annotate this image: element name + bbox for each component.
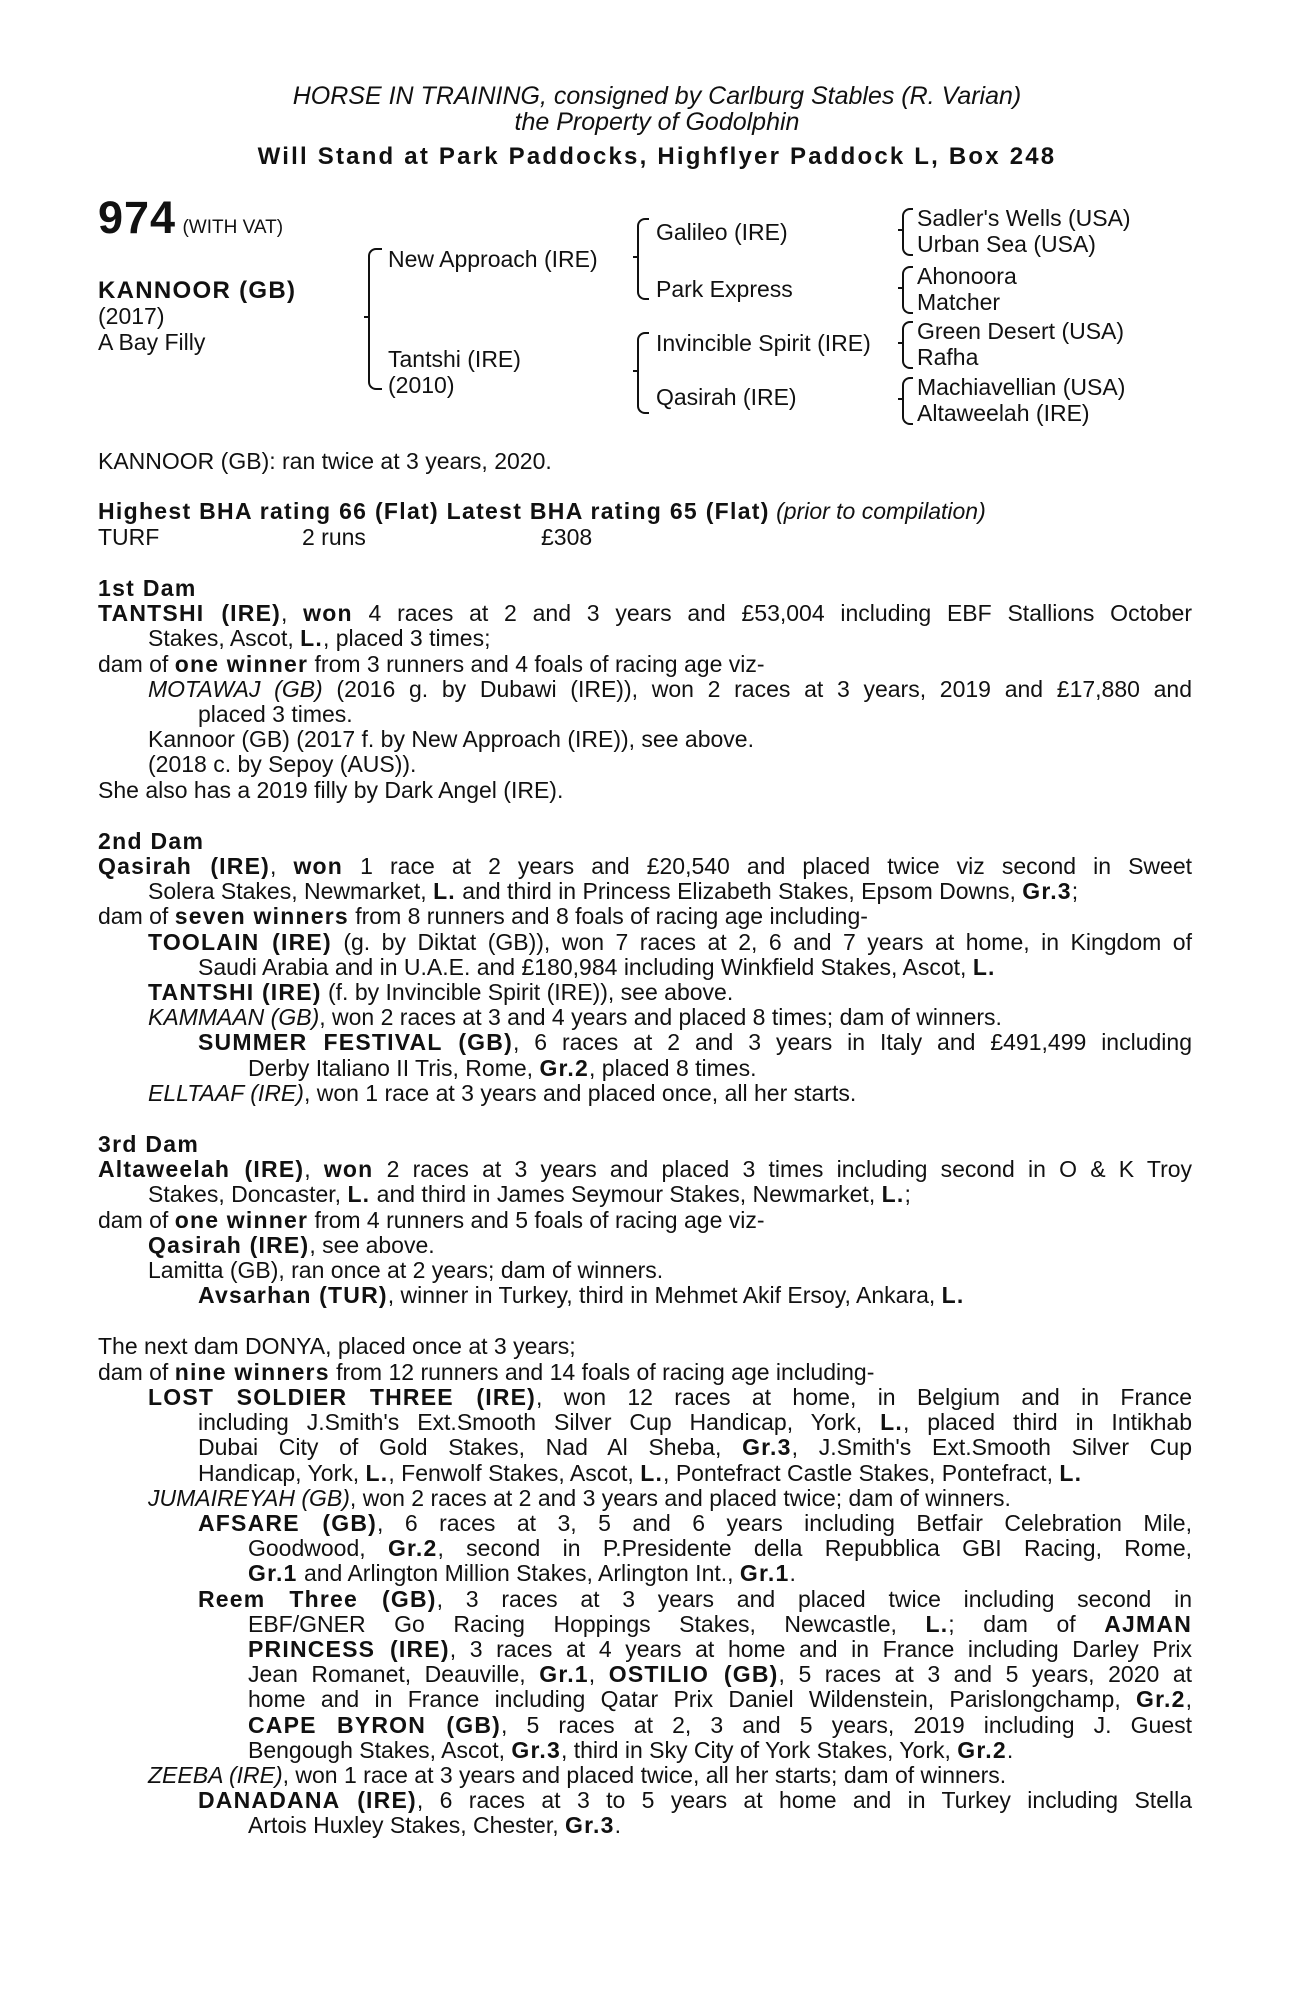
dam1-line: dam of one winner from 3 runners and 4 foals of racing age viz- [98,650,765,677]
dam4-line: DANADANA (IRE), 6 races at 3 to 5 years at home and in Turkey including Stella [198,1787,1192,1814]
dam4-line: JUMAIREYAH (GB), won 2 races at 2 and 3 years and placed twice; dam of winners. [148,1484,1011,1511]
horse-desc: A Bay Filly [98,329,206,355]
dam2-heading: 2nd Dam [98,827,205,854]
lot-number-block [98,192,284,243]
dam2-name: Qasirah (IRE) [98,853,270,880]
dam3-line: dam of one winner from 4 runners and 5 foals of racing age viz- [98,1206,765,1233]
dam4-line: ZEEBA (IRE), won 1 race at 3 years and placed twice, all her starts; dam of winners. [148,1761,1007,1788]
ggdam-4: Altaweelah (IRE) [917,400,1090,426]
dam4-line: The next dam DONYA, placed once at 3 years; [98,1333,576,1360]
dam1-line: (2018 c. by Sepoy (AUS)). [148,751,417,778]
dam3-name: Altaweelah (IRE) [98,1156,305,1183]
bracket-dam [637,332,649,414]
dam-year: (2010) [388,372,455,398]
dam2-line: Saudi Arabia and in U.A.E. and £180,984 including Winkfield Stakes, Ascot, L. [198,953,996,980]
horse-year: (2017) [98,303,165,329]
sire-name: New Approach (IRE) [388,246,598,272]
dam4-line: Gr.1 and Arlington Million Stakes, Arlington Int., Gr.1. [248,1560,796,1587]
rating-text: Highest BHA rating 66 (Flat) Latest BHA rating 65 (Flat) [98,498,770,524]
race-summary: KANNOOR (GB): ran twice at 3 years, 2020. [98,448,552,474]
turf-runs: 2 runs [302,524,366,550]
dam1-line: She also has a 2019 filly by Dark Angel (IRE). [98,776,564,803]
dam2-line: dam of seven winners from 8 runners and 8 foals of racing age including- [98,903,868,930]
dam1-line: Kannoor (GB) (2017 f. by New Approach (IRE)), see above. [148,726,754,753]
header-line-1: HORSE IN TRAINING, consigned by Carlburg Stables (R. Varian) [292,82,1022,110]
dam1-line: TANTSHI (IRE), won 4 races at 2 and 3 years and £53,004 including EBF Stallions October [98,600,1192,627]
dam1-line: MOTAWAJ (GB) (2016 g. by Dubawi (IRE)), won 2 races at 3 years, 2019 and £17,880 and [148,675,1193,702]
dam1-name: TANTSHI (IRE) [98,600,281,627]
granddam-2: Qasirah (IRE) [656,384,797,410]
ggsire-2: Ahonoora [917,263,1017,289]
dam4-line: Dubai City of Gold Stakes, Nad Al Sheba, Gr.3, J.Smith's Ext.Smooth Silver Cup [198,1434,1192,1461]
dam3-line: Stakes, Doncaster, L. and third in James Seymour Stakes, Newmarket, L.; [148,1181,911,1208]
dam4-line: Reem Three (GB), 3 races at 3 years and placed twice including second in [198,1585,1193,1612]
dam-history [98,576,1192,1839]
dam2-line: TANTSHI (IRE) (f. by Invincible Spirit (IRE)), see above. [148,979,734,1006]
header-line-2: the Property of Godolphin [514,108,800,136]
dam4-line: including J.Smith's Ext.Smooth Silver Cup Handicap, York, L., placed third in Intikhab [198,1409,1192,1436]
dam4-line: Goodwood, Gr.2, second in P.Presidente della Repubblica GBI Racing, Rome, [248,1535,1193,1562]
ggdam-3: Rafha [917,344,979,370]
ggdam-1: Urban Sea (USA) [917,231,1096,257]
ggsire-4: Machiavellian (USA) [917,374,1126,400]
horse-name: KANNOOR (GB) [98,277,297,304]
dam2-line: TOOLAIN (IRE) (g. by Diktat (GB)), won 7 races at 2, 6 and 7 years at home, in Kingdom of [148,928,1192,955]
dam3-line: Avsarhan (TUR), winner in Turkey, third in Mehmet Akif Ersoy, Ankara, L. [198,1282,965,1309]
dam2-line: Qasirah (IRE), won 1 race at 2 years and £20,540 and placed twice viz second in Sweet [98,853,1192,880]
lot-number: 974 [98,192,177,243]
dam2-line: KAMMAAN (GB), won 2 races at 3 and 4 years and placed 8 times; dam of winners. [148,1004,1002,1031]
dam4-line: Handicap, York, L., Fenwolf Stakes, Ascot, L., Pontefract Castle Stakes, Pontefract, L. [198,1459,1083,1486]
dam3-line: Altaweelah (IRE), won 2 races at 3 years and placed 3 times including second in O & K Troy [98,1156,1193,1183]
dam4-line: Bengough Stakes, Ascot, Gr.3, third in Sky City of York Stakes, York, Gr.2. [248,1736,1014,1763]
bracket-sire [637,218,649,300]
dam1-heading: 1st Dam [98,575,197,601]
dam2-line: Derby Italiano II Tris, Rome, Gr.2, placed 8 times. [248,1054,757,1081]
ggdam-2: Matcher [917,289,1001,315]
dam4-line: EBF/GNER Go Racing Hoppings Stakes, Newcastle, L.; dam of AJMAN [248,1610,1193,1637]
dam4-line: PRINCESS (IRE), 3 races at 4 years at home and in France including Darley Prix [248,1635,1192,1662]
rating-line [98,499,986,524]
dam4-line: Artois Huxley Stakes, Chester, Gr.3. [248,1812,621,1839]
dam3-line: Lamitta (GB), ran once at 2 years; dam of winners. [148,1257,664,1284]
bracket-gen1 [368,248,382,390]
dam1-line: Stakes, Ascot, L., placed 3 times; [148,625,491,652]
grandsire-1: Galileo (IRE) [656,219,788,245]
turf-earnings: £308 [541,524,593,550]
dam4-line: LOST SOLDIER THREE (IRE), won 12 races at home, in Belgium and in France [148,1383,1192,1410]
vat-label: (WITH VAT) [182,217,284,238]
ggsire-1: Sadler's Wells (USA) [917,205,1131,231]
ggsire-3: Green Desert (USA) [917,318,1125,344]
dam4-line: dam of nine winners from 12 runners and 14 foals of racing age including- [98,1358,875,1385]
rating-note: (prior to compilation) [776,498,986,524]
dam4-line: Jean Romanet, Deauville, Gr.1, OSTILIO (GB), 5 races at 3 and 5 years, 2020 at [248,1661,1193,1688]
dam1-line: placed 3 times. [198,701,353,728]
grandsire-2: Invincible Spirit (IRE) [656,330,871,356]
dam2-line: Solera Stakes, Newmarket, L. and third in Princess Elizabeth Stakes, Epsom Downs, Gr.3; [148,878,1079,905]
dam4-line: AFSARE (GB), 6 races at 3, 5 and 6 years including Betfair Celebration Mile, [198,1509,1192,1536]
dam4-line: CAPE BYRON (GB), 5 races at 2, 3 and 5 years, 2019 including J. Guest [248,1711,1192,1738]
dam2-line: ELLTAAF (IRE), won 1 race at 3 years and placed once, all her starts. [148,1079,857,1106]
header-line-3: Will Stand at Park Paddocks, Highflyer Paddock L, Box 248 [257,143,1057,170]
dam4-line: home and in France including Qatar Prix Daniel Wildenstein, Parislongchamp, Gr.2, [248,1686,1192,1713]
dam3-line: Qasirah (IRE), see above. [148,1231,435,1258]
granddam-1: Park Express [656,276,793,302]
dam2-line: SUMMER FESTIVAL (GB), 6 races at 2 and 3 years in Italy and £491,499 including [198,1029,1192,1056]
dam-name: Tantshi (IRE) [388,346,521,372]
turf-label: TURF [98,524,160,550]
dam3-heading: 3rd Dam [98,1131,200,1158]
